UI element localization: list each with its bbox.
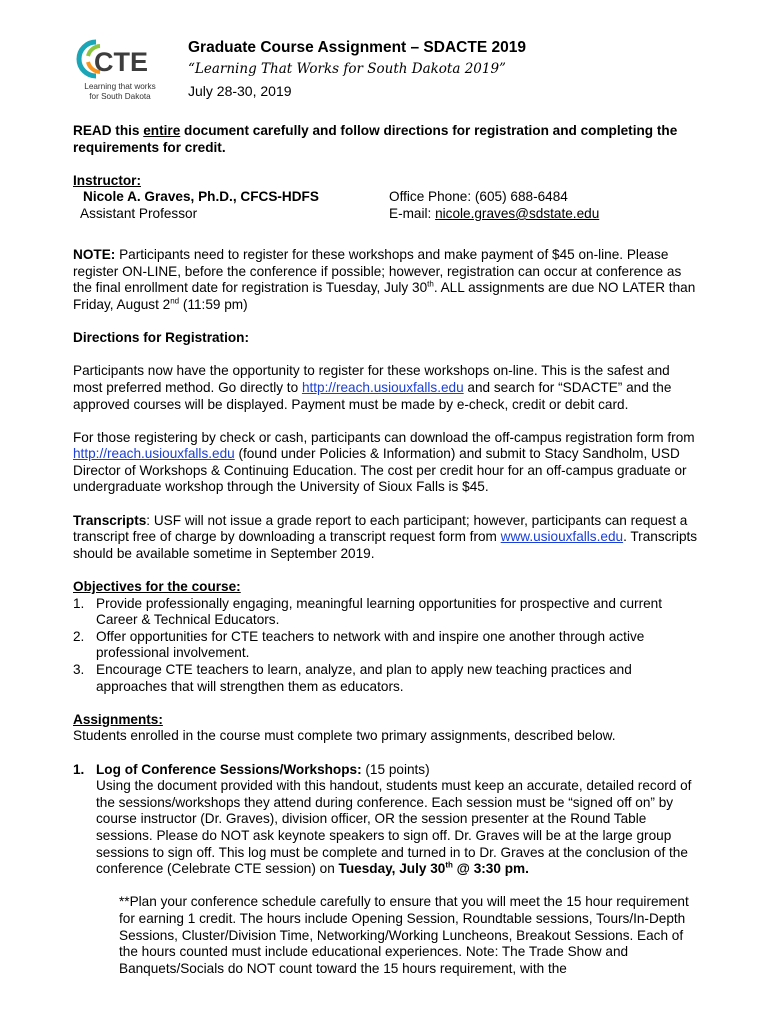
objectives-heading: Objectives for the course:	[73, 579, 241, 595]
reach-link-1[interactable]: http://reach.usiouxfalls.edu	[301, 379, 464, 395]
directions-paragraph-1: Participants now have the opportunity to register for these workshops on-line. This is the safest and most preferred method. Go directly to http://reach.usiouxfalls.edu and search for “SDACTE” and the approved courses will be displayed. Payment must be made by e-check, credit or debit card.	[73, 363, 672, 412]
assignment-1-body: Using the document provided with this handout, students must keep an accurate, detailed record of the sessions/workshops they attend during conference. Each session must be “signed off on” by course instructor (Dr. Graves), division officer, OR the session presenter at the Round Table sessions. Please do NOT ask keynote speakers to sign off. Dr. Graves will be at the large group sessions to sign off. This log must be complete and turned in to Dr. Graves at the conclusion of the conference (Celebrate CTE session) on Tuesday, July 30th @ 3:30 pm.	[96, 778, 692, 877]
list-item: 2. Offer opportunities for CTE teachers to network with and inspire one another through active professional involvement.	[73, 628, 645, 661]
instructor-rank: Assistant Professor	[80, 205, 198, 221]
instructor-block	[73, 189, 698, 222]
assignment-1: 1. Log of Conference Sessions/Workshops: (15 points) Using the document provided with this handout, students must keep an accurate, detailed record of the sessions/workshops they attend during conference. Each session must be “signed off on” by course instructor (Dr. Graves), division officer, OR the session presenter at the Round Table sessions. Please do NOT ask keynote speakers to sign off. Dr. Graves will be at the large group sessions to sign off. This log must be complete and turned in to Dr. Graves at the conclusion of the conference (Celebrate CTE session) on Tuesday, July 30th @ 3:30 pm.	[73, 762, 698, 878]
document-body	[73, 123, 698, 977]
document-date: July 28-30, 2019	[188, 83, 292, 99]
document-subtitle: “Learning That Works for South Dakota 2019”	[188, 61, 506, 77]
logo-tagline: Learning that works for South Dakota	[84, 82, 156, 101]
instructor-email: E-mail: nicole.graves@sdstate.edu	[389, 205, 600, 221]
instructor-phone: Office Phone: (605) 688-6484	[389, 189, 568, 205]
transcripts-paragraph: Transcripts: USF will not issue a grade report to each participant; however, participants can request a transcript free of charge by downloading a transcript request form from www.usiouxfalls.edu. Transcripts should be available sometime in September 2019.	[73, 512, 698, 561]
intro-paragraph: READ this entire document carefully and follow directions for registration and completing the requirements for credit.	[73, 123, 678, 155]
assignments-heading: Assignments:	[73, 711, 163, 727]
reach-link-2[interactable]: http://reach.usiouxfalls.edu	[73, 446, 235, 462]
instructor-name: Nicole A. Graves, Ph.D., CFCS-HDFS	[83, 189, 319, 205]
instructor-heading: Instructor:	[73, 172, 141, 188]
objectives-list	[73, 596, 698, 696]
directions-paragraph-2: For those registering by check or cash, participants can download the off-campus registration form from http://reach.usiouxfalls.edu (found under Policies & Information) and submit to Stacy Sandholm, USD Director of Workshops & Continuing Education. The cost per credit hour for an off-campus graduate or undergraduate workshop through the University of Sioux Falls is $45.	[73, 429, 695, 495]
email-link[interactable]: nicole.graves@sdstate.edu	[435, 205, 600, 221]
assignment-1-title: Log of Conference Sessions/Workshops:	[96, 761, 362, 777]
logo-wordmark: CTE	[94, 47, 148, 77]
note-paragraph: NOTE: Participants need to register for these workshops and make payment of $45 on-line. Please register ON-LINE, before the conference if possible; however, registration can occur at conference as the final enrollment date for registration is Tuesday, July 30th. ALL assignments are due NO LATER than Friday, August 2nd (11:59 pm)	[73, 247, 696, 312]
document-header	[188, 38, 526, 102]
usf-link[interactable]: www.usiouxfalls.edu	[500, 529, 624, 545]
assignments-intro: Students enrolled in the course must complete two primary assignments, described below.	[73, 728, 616, 744]
list-item: 3. Encourage CTE teachers to learn, analyze, and plan to apply new teaching practices and approaches that will strengthen them as educators.	[73, 662, 632, 694]
document-title: Graduate Course Assignment – SDACTE 2019	[188, 39, 526, 56]
directions-heading: Directions for Registration:	[73, 330, 249, 346]
plan-note: **Plan your conference schedule carefully to ensure that you will meet the 15 hour requirement for earning 1 credit. The hours include Opening Session, Roundtable sessions, Tours/In-Depth Sessions, Cluster/Division Time, Networking/Working Luncheons, Breakout Sessions. Each of the hours counted must include educational experiences. Note: The Trade Show and Banquets/Socials do NOT count toward the 15 hours requirement, with the	[119, 894, 689, 976]
list-item: 1. Provide professionally engaging, meaningful learning opportunities for prospective and current Career & Technical Educators.	[73, 595, 662, 628]
